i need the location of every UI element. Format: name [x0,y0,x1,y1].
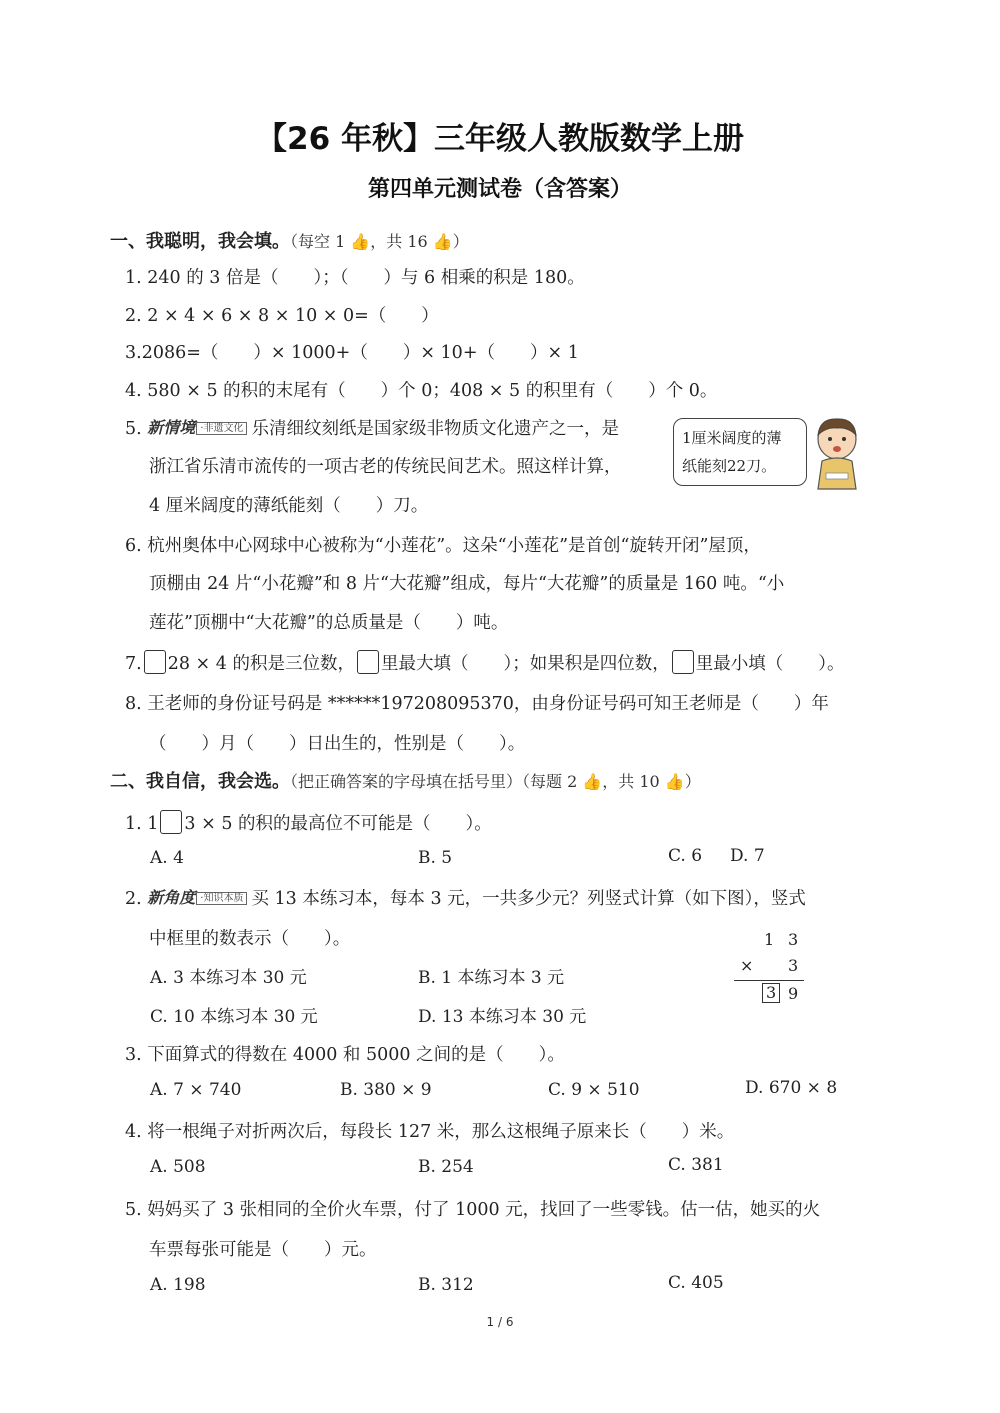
section2-note: （把正确答案的字母填在括号里）（每题 2 👍，共 10 👍） [290,772,701,791]
section1-title: 一、我聪明，我会填。 [110,231,290,252]
calc-boxed-digit: 3 [762,983,780,1003]
section1-heading [110,227,469,253]
blank-box [672,650,694,674]
s2-q2-option-b: B. 1 本练习本 3 元 [418,968,565,988]
s2-q4-option-b: B. 254 [418,1157,474,1177]
s1-q7-part-b: 里最大填（ ）；如果积是四位数， [380,654,670,674]
s1-question-7 [125,650,844,675]
s2-q2-number: 2. [125,889,142,909]
s2-q4-option-c: C. 381 [668,1155,724,1175]
s2-question-2-line1 [125,885,806,910]
s2-q5-option-b: B. 312 [418,1275,474,1295]
s2-q1-option-c: C. 6 [668,846,703,866]
s2-question-4: 4. 将一根绳子对折两次后，每段长 127 米，那么这根绳子原来长（ ）米。 [125,1122,735,1142]
bubble-line-2: 纸能刻22刀。 [682,457,777,475]
s1-q5-number: 5. [125,419,142,439]
bubble-line-1: 1厘米阔度的薄 [682,429,782,447]
s2-question-1 [125,810,492,835]
s2-q2-option-d: D. 13 本练习本 30 元 [418,1007,587,1027]
s1-question-8-line2: （ ）月（ ）日出生的，性别是（ ）。 [149,734,526,754]
s2-q1-option-d: D. 7 [730,846,765,866]
s1-q7-part-c: 里最小填（ ）。 [695,654,845,674]
vertical-multiplication [728,930,808,1006]
s1-question-1: 1. 240 的 3 倍是（ ）；（ ）与 6 相乘的积是 180。 [125,268,585,288]
s1-question-5-line2: 浙江省乐清市流传的一项古老的传统民间艺术。照这样计算， [149,457,622,477]
calc-digit: 9 [788,984,799,1003]
s1-question-4: 4. 580 × 5 的积的末尾有（ ）个 0；408 × 5 的积里有（ ）个 0。 [125,381,718,401]
s1-q7-part-a: 28 × 4 的积是三位数， [167,654,355,674]
s2-question-5-line1: 5. 妈妈买了 3 张相同的全价火车票，付了 1000 元，找回了一些零钱。估一估，她买的火 [125,1200,821,1220]
s2-q1-part-b: 3 × 5 的积的最高位不可能是（ ）。 [184,814,492,834]
boy-cartoon-icon [808,415,866,493]
s2-question-3: 3. 下面算式的得数在 4000 和 5000 之间的是（ ）。 [125,1045,565,1065]
s2-q2-option-a: A. 3 本练习本 30 元 [150,968,307,988]
calc-operator: × [740,956,754,975]
s2-q3-option-b: B. 380 × 9 [340,1080,432,1100]
s2-question-2-line2: 中框里的数表示（ ）。 [149,929,351,949]
s1-question-6-line3: 莲花”顶棚中“大花瓣”的总质量是（ ）吨。 [149,613,509,633]
section2-title: 二、我自信，我会选。 [110,771,290,792]
blank-box [160,810,182,834]
s2-q1-part-a: 1. 1 [125,814,159,834]
page-subtitle: 第四单元测试卷（含答案） [367,177,632,202]
s2-q3-option-a: A. 7 × 740 [150,1080,242,1100]
s1-question-6-line2: 顶棚由 24 片“小花瓣”和 8 片“大花瓣”组成，每片“大花瓣”的质量是 160 吨。“小 [149,574,785,594]
s2-q1-option-a: A. 4 [150,848,184,868]
s1-question-6-line1: 6. 杭州奥体中心网球中心被称为“小莲花”。这朵“小莲花”是首创“旋转开闭”屋顶， [125,536,761,556]
s2-question-5-line2: 车票每张可能是（ ）元。 [149,1240,377,1260]
s2-q4-option-a: A. 508 [150,1157,206,1177]
page-number: 1 / 6 [486,1315,514,1329]
section2-heading [110,767,701,793]
s1-q5-text-1: 乐清细纹刻纸是国家级非物质文化遗产之一，是 [251,419,619,439]
s1-q7-number: 7. [125,654,142,674]
s1-question-3: 3.2086=（ ）× 1000+（ ）× 10+（ ）× 1 [125,343,579,363]
s2-q5-option-a: A. 198 [150,1275,206,1295]
calc-digit: 3 [788,956,799,975]
s1-question-8-line1: 8. 王老师的身份证号码是 ******197208095370，由身份证号码可知王老师是（ ）年 [125,694,829,714]
blank-box [144,650,166,674]
section1-note: （每空 1 👍，共 16 👍） [290,232,469,251]
s2-q3-option-d: D. 670 × 8 [745,1078,838,1098]
s2-q1-option-b: B. 5 [418,848,453,868]
new-context-tag: 新情境 ·非遗文化 [147,415,247,438]
s2-q2-option-c: C. 10 本练习本 30 元 [150,1007,318,1027]
s1-question-2: 2. 2 × 4 × 6 × 8 × 10 × 0=（ ） [125,306,439,326]
s2-q5-option-c: C. 405 [668,1273,724,1293]
page-title: 【26 年秋】三年级人教版数学上册 [256,121,744,157]
s1-question-5-line3: 4 厘米阔度的薄纸能刻（ ）刀。 [149,496,429,516]
calc-digit: 3 [788,930,799,949]
s2-q3-option-c: C. 9 × 510 [548,1080,640,1100]
calc-digit: 1 [764,930,775,949]
calc-underline [734,980,804,981]
s2-q2-text-1: 买 13 本练习本，每本 3 元，一共多少元？列竖式计算（如下图），竖式 [251,889,806,909]
speech-bubble [673,418,807,486]
blank-box [357,650,379,674]
s1-question-5-line1 [125,415,619,440]
new-angle-tag: 新角度 ·知识本质 [147,885,247,908]
